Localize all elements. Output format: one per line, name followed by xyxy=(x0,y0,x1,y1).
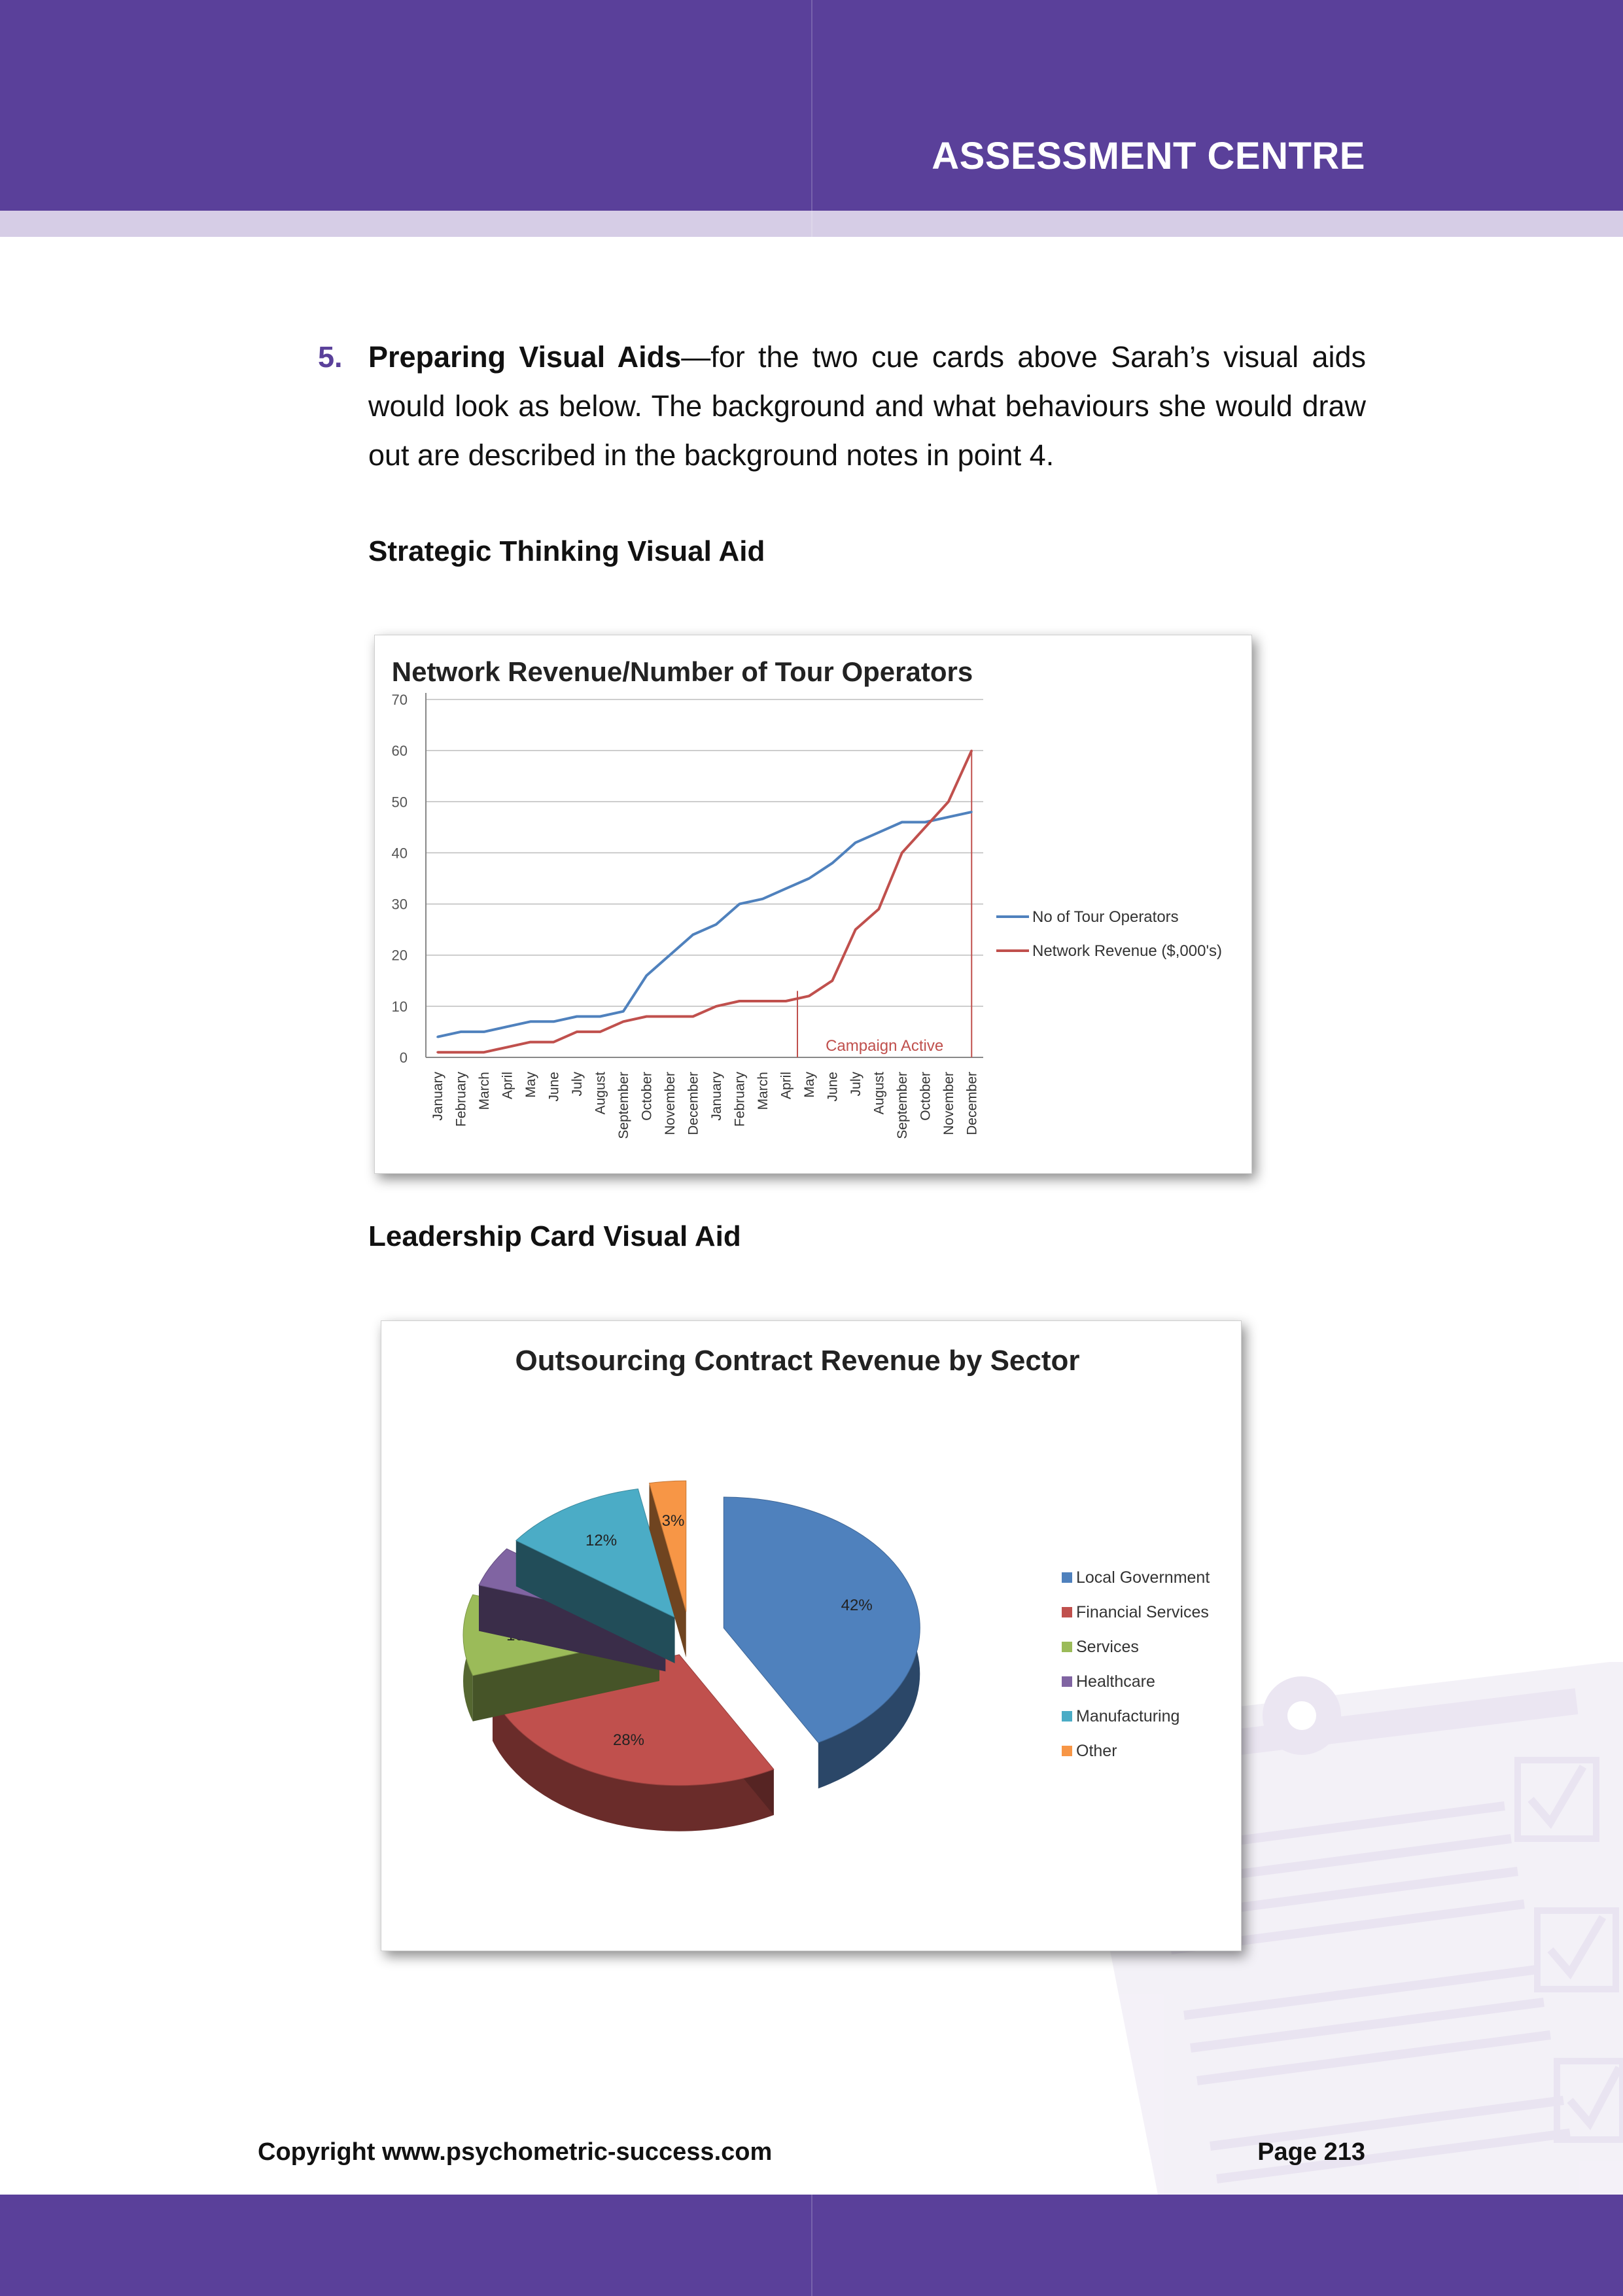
y-tick-label: 10 xyxy=(391,998,408,1015)
x-tick-label: April xyxy=(778,1072,794,1100)
legend-label: Local Government xyxy=(1076,1568,1210,1587)
data-point xyxy=(901,821,903,823)
pie-data-label: 12% xyxy=(585,1531,618,1549)
data-point xyxy=(739,903,741,905)
legend-swatch xyxy=(1062,1607,1072,1617)
data-point xyxy=(460,1051,462,1053)
line-chart xyxy=(375,635,1251,1173)
x-tick-label: October xyxy=(639,1072,655,1121)
legend-label: Healthcare xyxy=(1076,1672,1155,1691)
legend-label: Network Revenue ($,000's) xyxy=(1032,942,1223,960)
legend-label: Other xyxy=(1076,1742,1117,1760)
campaign-label: Campaign Active xyxy=(826,1037,944,1055)
data-point xyxy=(808,995,810,997)
data-point xyxy=(739,1000,741,1002)
x-tick-label: May xyxy=(801,1072,817,1098)
x-tick-label: November xyxy=(941,1072,956,1135)
x-tick-label: August xyxy=(593,1072,608,1115)
data-point xyxy=(622,1010,624,1012)
legend-swatch xyxy=(1062,1711,1072,1722)
page-header-title: ASSESSMENT CENTRE xyxy=(932,135,1365,177)
data-point xyxy=(529,1021,531,1023)
y-tick-label: 40 xyxy=(391,845,408,862)
data-point xyxy=(599,1031,601,1033)
x-tick-label: March xyxy=(476,1072,492,1110)
legend-swatch xyxy=(1062,1676,1072,1687)
x-tick-label: December xyxy=(686,1072,701,1135)
x-tick-label: July xyxy=(569,1072,585,1097)
x-tick-label: April xyxy=(500,1072,515,1100)
data-point xyxy=(854,841,856,843)
data-point xyxy=(436,1036,438,1038)
legend-label: No of Tour Operators xyxy=(1032,908,1179,926)
data-point xyxy=(971,750,973,752)
x-tick-label: May xyxy=(523,1072,538,1098)
data-point xyxy=(460,1031,462,1033)
data-point xyxy=(529,1041,531,1043)
x-tick-label: August xyxy=(871,1072,887,1115)
data-point xyxy=(576,1016,578,1017)
x-tick-label: February xyxy=(453,1072,469,1127)
data-point xyxy=(553,1021,555,1023)
y-tick-label: 0 xyxy=(399,1050,408,1066)
data-point xyxy=(669,954,671,956)
chart-title: Outsourcing Contract Revenue by Sector xyxy=(515,1345,1080,1377)
x-tick-label: February xyxy=(732,1072,748,1127)
data-point xyxy=(599,1016,601,1017)
legend-swatch xyxy=(1062,1746,1072,1756)
y-tick-label: 20 xyxy=(391,947,408,964)
x-tick-label: December xyxy=(964,1072,980,1135)
x-tick-label: November xyxy=(662,1072,678,1135)
data-point xyxy=(669,1016,671,1017)
paragraph-lead: Preparing Visual Aids xyxy=(368,340,682,374)
y-tick-label: 50 xyxy=(391,794,408,811)
data-point xyxy=(924,821,926,823)
data-point xyxy=(924,826,926,828)
legend-label: Financial Services xyxy=(1076,1603,1209,1621)
data-point xyxy=(506,1026,508,1028)
x-tick-label: July xyxy=(848,1072,864,1097)
line-chart-card xyxy=(374,635,1252,1174)
data-point xyxy=(971,811,973,813)
data-point xyxy=(483,1051,485,1053)
data-point xyxy=(715,923,717,925)
data-point xyxy=(831,980,833,981)
legend-swatch xyxy=(1062,1642,1072,1652)
data-point xyxy=(646,1016,648,1017)
series-line xyxy=(438,751,972,1052)
y-tick-label: 70 xyxy=(391,692,408,708)
x-tick-label: October xyxy=(918,1072,934,1121)
paragraph-body: —for the two cue cards above Sarah’s visual aids would look as below. The background and what behaviours she would draw out are described in the background notes in point 4. xyxy=(368,340,1366,472)
data-point xyxy=(715,1005,717,1007)
series-line xyxy=(438,812,972,1037)
data-point xyxy=(878,908,880,910)
data-point xyxy=(761,898,763,900)
pie-data-label: 28% xyxy=(612,1731,644,1749)
data-point xyxy=(947,801,949,803)
x-tick-label: June xyxy=(546,1072,562,1102)
data-point xyxy=(576,1031,578,1033)
x-tick-label: September xyxy=(616,1072,631,1139)
footer-divider xyxy=(811,2195,812,2296)
x-tick-label: September xyxy=(894,1072,910,1139)
section-heading-leadership: Leadership Card Visual Aid xyxy=(368,1220,741,1252)
pie-data-label: 3% xyxy=(661,1511,685,1530)
data-point xyxy=(785,1000,787,1002)
data-point xyxy=(761,1000,763,1002)
pie-chart xyxy=(381,1321,1241,1951)
paragraph-number: 5. xyxy=(318,340,343,374)
data-point xyxy=(831,862,833,864)
section-heading-strategic: Strategic Thinking Visual Aid xyxy=(368,535,765,567)
legend-swatch xyxy=(1062,1572,1072,1583)
pie-chart-card xyxy=(381,1320,1242,1951)
header-divider xyxy=(811,0,812,237)
pie-data-label: 42% xyxy=(841,1597,873,1615)
data-point xyxy=(901,852,903,854)
data-point xyxy=(506,1046,508,1048)
x-tick-label: January xyxy=(430,1072,445,1121)
data-point xyxy=(622,1021,624,1023)
y-tick-label: 30 xyxy=(391,896,408,913)
data-point xyxy=(553,1041,555,1043)
data-point xyxy=(483,1031,485,1033)
data-point xyxy=(646,974,648,976)
footer-copyright: Copyright www.psychometric-success.com xyxy=(258,2138,773,2166)
data-point xyxy=(692,934,694,936)
data-point xyxy=(808,877,810,879)
paragraph-text xyxy=(368,332,1366,480)
y-tick-label: 60 xyxy=(391,743,408,760)
data-point xyxy=(436,1051,438,1053)
x-tick-label: January xyxy=(708,1072,724,1121)
data-point xyxy=(947,816,949,818)
x-tick-label: June xyxy=(825,1072,841,1102)
x-tick-label: March xyxy=(755,1072,771,1110)
data-point xyxy=(854,928,856,930)
legend-label: Services xyxy=(1076,1638,1139,1656)
data-point xyxy=(692,1016,694,1017)
chart-title: Network Revenue/Number of Tour Operators xyxy=(391,656,973,687)
data-point xyxy=(785,888,787,890)
data-point xyxy=(878,832,880,834)
legend-label: Manufacturing xyxy=(1076,1707,1180,1725)
footer-page-number: Page 213 xyxy=(1257,2138,1365,2166)
